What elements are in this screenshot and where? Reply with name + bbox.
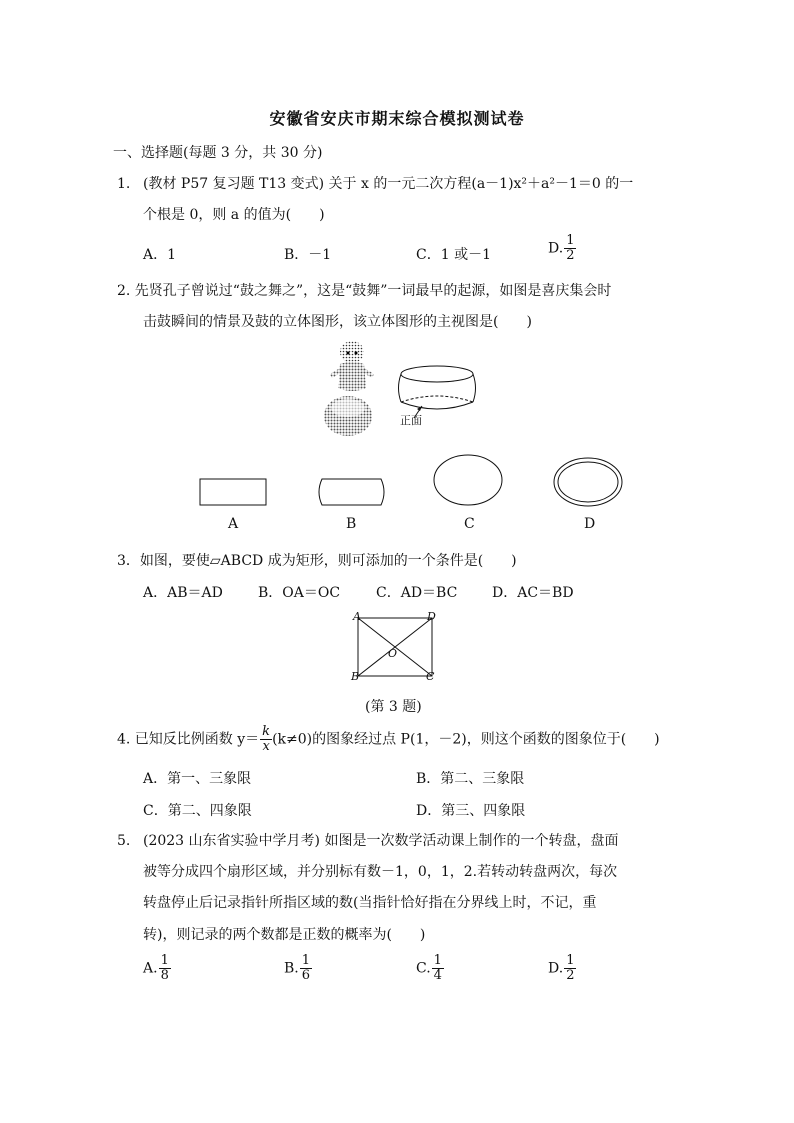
page-title: 安徽省安庆市期末综合模拟测试卷 xyxy=(269,109,525,128)
view-b-barrel xyxy=(319,479,384,505)
q2-options-views xyxy=(195,450,635,514)
q1-line1: (教材 P57 复习题 T13 变式) 关于 x 的一元二次方程(a－1)x²＋a²－1＝0 的一 xyxy=(143,176,634,192)
section-heading: 一、选择题(每题 3 分，共 30 分) xyxy=(113,145,323,161)
q5-number: 5. xyxy=(117,833,131,849)
q5-option-c-fraction: $\frac{1}{4}$ xyxy=(433,953,442,983)
q4-post: (k≠0)的图象经过点 P(1，－2)，则这个函数的图象位于( ) xyxy=(272,731,660,748)
q4-pre: 4. 已知反比例函数 y＝ xyxy=(117,731,260,748)
point-a: A xyxy=(353,610,361,623)
q3-option-d[interactable]: D．AC＝BD xyxy=(492,585,574,601)
point-o: O xyxy=(388,647,398,660)
point-d: D xyxy=(427,610,436,623)
q1-option-d-fraction: $\frac{1}{2}$ xyxy=(566,233,575,263)
front-label: 正面 xyxy=(400,414,422,427)
view-c-label[interactable]: C xyxy=(464,516,475,532)
q4-option-b[interactable]: B．第二、三象限 xyxy=(416,771,525,787)
q5-option-b[interactable]: B. $\frac{1}{6}$ xyxy=(284,953,311,983)
q5-option-b-fraction: $\frac{1}{6}$ xyxy=(301,953,311,983)
q5-line4: 转)，则记录的两个数都是正数的概率为( ) xyxy=(143,927,426,943)
q2-line1: 2. 先贤孔子曾说过“鼓之舞之”，这是“鼓舞”一词最早的起源，如图是喜庆集会时 xyxy=(117,283,612,299)
q5-line1: (2023 山东省实验中学月考) 如图是一次数学活动课上制作的一个转盘，盘面 xyxy=(143,833,619,849)
q3-caption: (第 3 题) xyxy=(365,699,422,715)
q1-option-a[interactable]: A．1 xyxy=(143,247,177,263)
drummer-photo xyxy=(318,338,386,438)
q5-line2: 被等分成四个扇形区域，并分别标有数－1，0，1，2.若转动转盘两次，每次 xyxy=(143,864,618,880)
q5-option-a[interactable]: A. $\frac{1}{8}$ xyxy=(143,953,169,983)
q1-line2: 个根是 0，则 a 的值为( ) xyxy=(143,207,325,223)
q2-line2: 击鼓瞬间的情景及鼓的立体图形，该立体图形的主视图是( ) xyxy=(143,314,532,330)
q4-line xyxy=(117,725,660,754)
q5-option-c[interactable]: C. $\frac{1}{4}$ xyxy=(416,953,442,983)
view-b-label[interactable]: B xyxy=(346,516,357,532)
view-a-rectangle xyxy=(200,479,266,505)
view-d-label[interactable]: D xyxy=(584,516,596,532)
q4-fraction: $\frac{k}{x}$ xyxy=(262,724,271,754)
view-c-ellipse xyxy=(434,455,502,505)
q1-number: 1. xyxy=(117,176,131,192)
q3-line1: 3．如图，要使▱ABCD 成为矩形，则可添加的一个条件是( ) xyxy=(117,553,517,569)
point-c: C xyxy=(426,670,435,683)
q3-option-a[interactable]: A．AB＝AD xyxy=(143,585,223,601)
q4-option-c[interactable]: C．第二、四象限 xyxy=(143,803,252,819)
q5-option-a-fraction: $\frac{1}{8}$ xyxy=(160,953,169,983)
point-b: B xyxy=(351,670,360,683)
view-d-outer-ellipse xyxy=(554,458,622,506)
q4-option-d[interactable]: D．第三、四象限 xyxy=(416,803,526,819)
q4-option-a[interactable]: A．第一、三象限 xyxy=(143,771,252,787)
q1-option-c[interactable]: C．1 或－1 xyxy=(416,247,491,263)
view-a-label[interactable]: A xyxy=(228,516,239,532)
q5-option-d[interactable]: D. $\frac{1}{2}$ xyxy=(548,953,575,983)
q1-option-d-label: D. xyxy=(548,240,564,257)
q5-option-d-fraction: $\frac{1}{2}$ xyxy=(566,953,575,983)
q3-option-c[interactable]: C．AD＝BC xyxy=(376,585,458,601)
q1-option-d[interactable] xyxy=(548,234,576,263)
view-d-inner-ellipse xyxy=(558,462,618,502)
q3-option-b[interactable]: B．OA＝OC xyxy=(258,585,341,601)
q5-line3: 转盘停止后记录指针所指区域的数(当指针恰好指在分界线上时，不记，重 xyxy=(143,895,597,911)
q1-option-b[interactable]: B．－1 xyxy=(284,247,332,263)
